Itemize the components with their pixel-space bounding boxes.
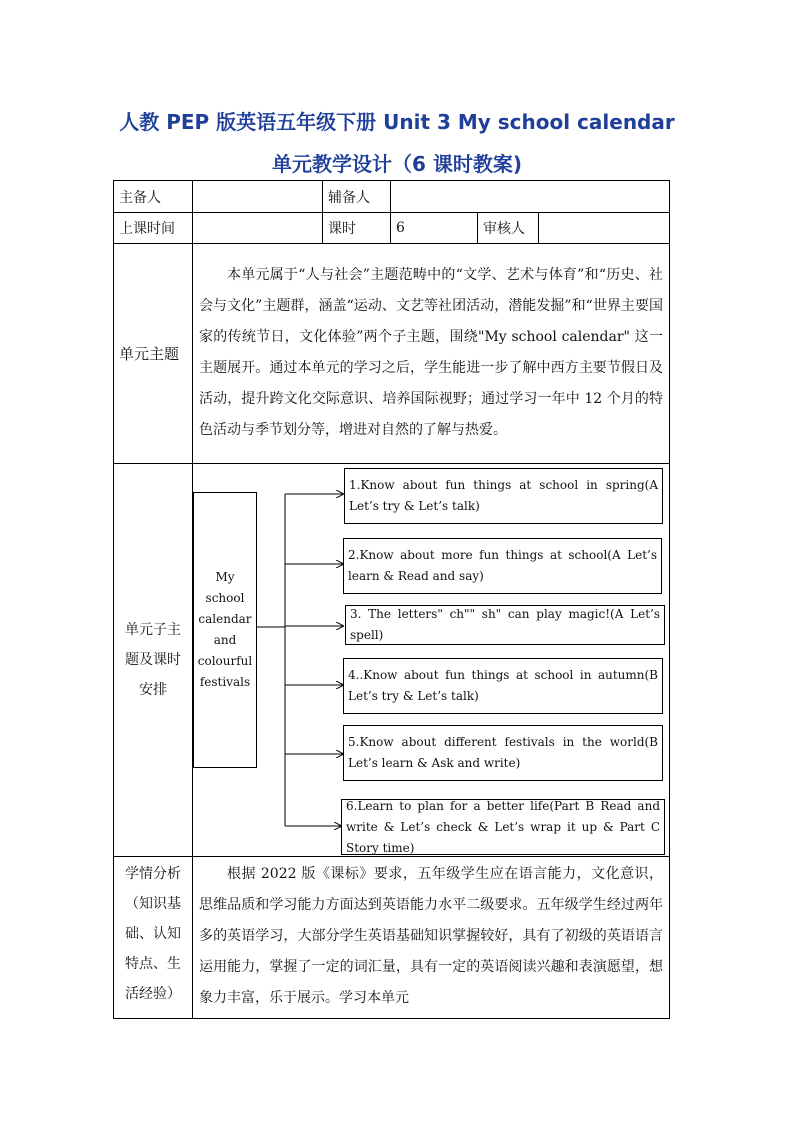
lesson-text: 6.Learn to plan for a better life(Part B Read and write & Let’s check & Let’s wrap it up & Part C Story time) — [346, 798, 660, 855]
lesson-plan-table — [113, 180, 670, 1019]
unit-topic-line: My — [215, 570, 235, 584]
lesson-text: 2.Know about more fun things at school(A Let’s learn & Read and say) — [348, 548, 657, 583]
learner-analysis-label-line: 活经验） — [125, 986, 181, 1002]
lesson-text: 1.Know about fun things at school in spring(A Let’s try & Let’s talk) — [349, 478, 658, 513]
lesson-box-2 — [343, 538, 662, 594]
reviewer-label: 审核人 — [478, 213, 539, 244]
reviewer-value — [539, 213, 670, 244]
subthemes-label — [114, 464, 193, 857]
document-title-line1: 人教 PEP 版英语五年级下册 Unit 3 My school calendar — [119, 110, 675, 134]
table-row — [114, 181, 670, 213]
lesson-text: 4..Know about fun things at school in autumn(B Let’s try & Let’s talk) — [348, 668, 658, 703]
lesson-box-3 — [345, 605, 665, 645]
subthemes-label-line: 单元子主 — [125, 622, 181, 638]
class-time-value — [193, 213, 323, 244]
unit-topic-line: school — [205, 591, 245, 605]
unit-topic-box — [193, 492, 257, 768]
unit-theme-text: 本单元属于“人与社会”主题范畴中的“文学、艺术与体育”和“历史、社会与文化”主题群，涵盖“运动、文艺等社团活动，潜能发掘”和“世界主要国家的传统节日，文化体验”两个子主题，围绕"My school calendar" 这一主题展开。通过本单元的学习之后，学生能进一步了解中西方主要节假日及活动，提升跨文化交际意识、培养国际视野；通过学习一年中 12 个月的特色活动与季节划分等，增进对自然的了解与热爱。 — [193, 244, 670, 464]
periods-label: 课时 — [323, 213, 391, 244]
subthemes-label-line: 题及课时 — [125, 652, 181, 668]
table-row — [114, 857, 670, 1019]
main-preparer-value — [193, 181, 323, 213]
unit-topic-line: colourful — [197, 654, 253, 668]
learner-analysis-text: 根据 2022 版《课标》要求，五年级学生应在语言能力，文化意识，思维品质和学习能力方面达到英语能力水平二级要求。五年级学生经过两年多的英语学习，大部分学生英语基础知识掌握较好，具有了初级的英语语言运用能力，掌握了一定的词汇量，具有一定的英语阅读兴趣和表演愿望，想象力丰富，乐于展示。学习本单元 — [193, 857, 670, 1019]
unit-topic-line: festivals — [199, 675, 251, 689]
class-time-label: 上课时间 — [114, 213, 193, 244]
subthemes-label-line: 安排 — [139, 682, 167, 698]
lesson-box-1 — [344, 468, 663, 524]
lesson-text: 3. The letters" ch"" sh" can play magic!(A Let’s spell) — [350, 607, 660, 642]
table-row — [114, 213, 670, 244]
document-title-line2: 单元教学设计（6 课时教案) — [271, 152, 523, 176]
lesson-box-6 — [341, 799, 665, 855]
table-row — [114, 464, 670, 857]
lesson-box-4 — [343, 658, 663, 714]
learner-analysis-label-line: 础、认知 — [125, 926, 181, 942]
table-row — [114, 244, 670, 464]
learner-analysis-label — [114, 857, 193, 1019]
subthemes-diagram-cell — [193, 464, 670, 857]
unit-topic-line: and — [213, 633, 237, 647]
unit-topic-line: calendar — [198, 612, 252, 626]
main-preparer-label: 主备人 — [114, 181, 193, 213]
learner-analysis-label-line: 特点、生 — [125, 956, 181, 972]
lesson-box-5 — [343, 725, 663, 781]
learner-analysis-label-line: （知识基 — [125, 896, 181, 912]
assistant-preparer-value — [391, 181, 670, 213]
assistant-preparer-label: 辅备人 — [323, 181, 391, 213]
lesson-text: 5.Know about different festivals in the world(B Let’s learn & Ask and write) — [348, 735, 658, 770]
periods-value: 6 — [391, 213, 478, 244]
learner-analysis-label-line: 学情分析 — [125, 866, 181, 882]
subthemes-diagram — [193, 464, 669, 856]
unit-theme-label: 单元主题 — [114, 244, 193, 464]
